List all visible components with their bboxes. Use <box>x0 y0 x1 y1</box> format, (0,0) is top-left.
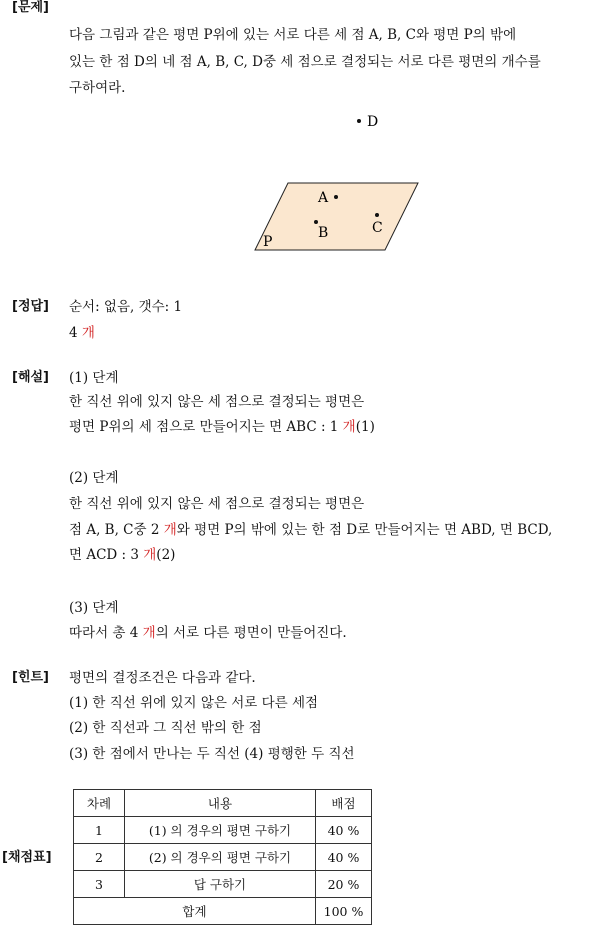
scoring-table <box>73 789 372 925</box>
answer-line-1: 순서: 없음, 갯수: 1 <box>69 299 183 315</box>
explanation-label: [해설] <box>12 370 49 385</box>
problem-line-3: 구하여라. <box>69 80 126 96</box>
problem-line-2: 있는 한 점 D의 네 점 A, B, C, D중 세 점으로 결정되는 서로 다른 평면의 개수를 <box>69 54 541 70</box>
step1-line-1: 한 직선 위에 있지 않은 세 점으로 결정되는 평면은 <box>69 394 365 410</box>
row2-points: 40 % <box>316 844 372 871</box>
scoring-label: [채점표] <box>2 850 52 865</box>
total-value: 100 % <box>316 898 372 925</box>
step2-line-1: 한 직선 위에 있지 않은 세 점으로 결정되는 평면은 <box>69 496 365 512</box>
total-label: 합계 <box>74 898 316 925</box>
row2-content: (2) 의 경우의 평면 구하기 <box>125 844 316 871</box>
label-b: B <box>318 225 329 241</box>
step2-line-2: 점 A, B, C중 2 개와 평면 P의 밖에 있는 한 점 D로 만들어지는 면 ABD, 면 BCD, <box>69 522 553 538</box>
answer-line-2: 4 개 <box>69 325 95 341</box>
step1-title: (1) 단계 <box>69 370 119 386</box>
row1-points: 40 % <box>316 817 372 844</box>
step2-title: (2) 단계 <box>69 470 119 486</box>
row2-order: 2 <box>74 844 125 871</box>
table-row <box>74 844 372 871</box>
step3-title: (3) 단계 <box>69 600 119 616</box>
step1-line-2: 평면 P위의 세 점으로 만들어지는 면 ABC : 1 개(1) <box>69 419 375 435</box>
point-d <box>357 119 361 123</box>
label-c: C <box>372 220 383 236</box>
label-d: D <box>367 114 379 130</box>
plane-p <box>255 183 418 250</box>
step3-line-1: 따라서 총 4 개의 서로 다른 평면이 만들어진다. <box>69 625 347 641</box>
table-total-row <box>74 898 372 925</box>
hint-line-2: (1) 한 직선 위에 있지 않은 서로 다른 세점 <box>69 695 319 711</box>
header-content: 내용 <box>125 790 316 817</box>
row3-order: 3 <box>74 871 125 898</box>
header-points: 배점 <box>316 790 372 817</box>
step2-line-3: 면 ACD : 3 개(2) <box>69 547 176 563</box>
point-c <box>375 213 379 217</box>
problem-label: [문제] <box>12 0 49 15</box>
hint-line-3: (2) 한 직선과 그 직선 밖의 한 점 <box>69 720 262 736</box>
hint-label: [힌트] <box>12 670 49 685</box>
plane-figure <box>240 105 440 260</box>
table-header-row <box>74 790 372 817</box>
answer-label: [정답] <box>12 299 49 314</box>
label-p: P <box>263 234 273 250</box>
problem-line-1: 다음 그림과 같은 평면 P위에 있는 서로 다른 세 점 A, B, C와 평면 P의 밖에 <box>69 27 517 43</box>
table-row <box>74 871 372 898</box>
label-a: A <box>318 190 329 206</box>
header-order: 차례 <box>74 790 125 817</box>
hint-line-4: (3) 한 점에서 만나는 두 직선 (4) 평행한 두 직선 <box>69 746 355 762</box>
point-b <box>314 220 318 224</box>
row3-points: 20 % <box>316 871 372 898</box>
point-a <box>334 195 338 199</box>
row1-content: (1) 의 경우의 평면 구하기 <box>125 817 316 844</box>
hint-line-1: 평면의 결정조건은 다음과 같다. <box>69 670 256 686</box>
row3-content: 답 구하기 <box>125 871 316 898</box>
table-row <box>74 817 372 844</box>
row1-order: 1 <box>74 817 125 844</box>
